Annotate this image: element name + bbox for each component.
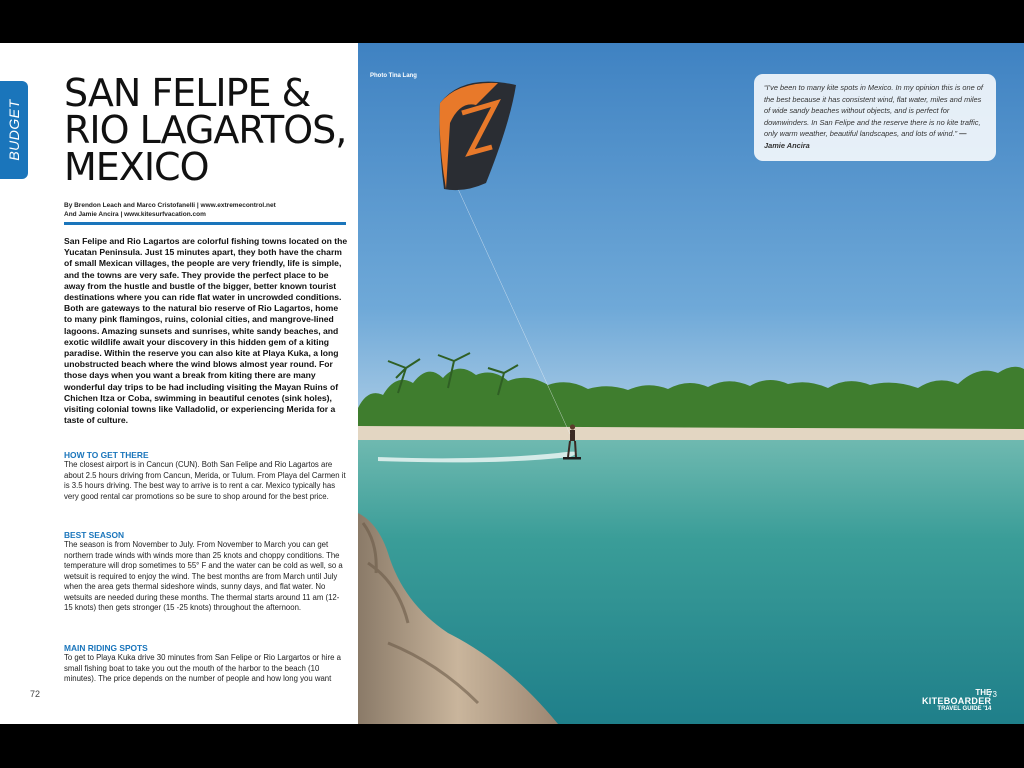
section-body: To get to Playa Kuka drive 30 minutes from San Felipe or Rio Largartos or hire a small fishing boat to take you out the mouth of the harbor to the beach (10 minutes). The price depends on the number of people and how long you want bbox=[64, 653, 341, 683]
section-tab bbox=[0, 81, 28, 179]
quote-author: —Jamie Ancira bbox=[764, 129, 967, 150]
section-heading: HOW TO GET THERE bbox=[64, 450, 149, 460]
title-rule bbox=[64, 222, 346, 225]
page-number-left: 72 bbox=[30, 689, 41, 699]
section-heading: MAIN RIDING SPOTS bbox=[64, 643, 148, 653]
section-how-to-get-there bbox=[64, 450, 348, 502]
right-page bbox=[358, 43, 1024, 724]
section-body: The closest airport is in Cancun (CUN). Both San Felipe and Rio Lagartos are about 2.5 hours driving from Cancun, Merida, or Tulum. From Playa del Carmen it is 3.5 hours driving. The best way to arrive is to rent a car. Mexico typically has very good rental car promotions so be sure to shop around for the best price. bbox=[64, 460, 346, 501]
section-best-season bbox=[64, 530, 348, 614]
section-tab-label: BUDGET bbox=[6, 99, 22, 161]
photo-credit: Photo Tina Lang bbox=[370, 73, 417, 79]
byline-line-1: By Brendon Leach and Marco Cristofanelli | www.extremecontrol.net bbox=[64, 202, 276, 209]
section-main-riding-spots bbox=[64, 643, 348, 685]
byline bbox=[64, 202, 354, 219]
left-page bbox=[0, 43, 358, 724]
page-number-right: 73 bbox=[988, 690, 997, 699]
article-title: SAN FELIPE & RIO LAGARTOS, MEXICO bbox=[64, 71, 347, 189]
kiteboarder-logo bbox=[922, 689, 991, 713]
section-heading: BEST SEASON bbox=[64, 530, 125, 540]
pull-quote bbox=[754, 74, 996, 161]
section-body: The season is from November to July. From November to March you can get northern trade winds with winds more than 25 knots and choppy conditions. The temperature will drop sometimes to 55° F and the water can be cold as well, so a wetsuit is required to enjoy the wind. The best months are from March until July when the area gets thermal sideshore winds, sunny days, and flat water. No wetsuits are needed during these months. The thermal starts around 11 am (12-15 knots) then gets stronger (15 -25 knots) throughout the afternoon. bbox=[64, 540, 343, 612]
logo-travel-guide: TRAVEL GUIDE '14 bbox=[937, 706, 992, 712]
quote-text: “I’ve been to many kite spots in Mexico. In my opinion this is one of the best because it has consistent wind, flat water, miles and miles of wide sandy beaches without objects, and is perfect for downwinders. In San Felipe and the reserve there is no kite traffic, only warm weather, beautiful landscapes, and lots of wind.” bbox=[764, 83, 983, 139]
magazine-spread bbox=[0, 43, 1024, 724]
logo-the: THE bbox=[975, 688, 992, 697]
intro-paragraph: San Felipe and Rio Lagartos are colorful fishing towns located on the Yucatan Peninsula. Just 15 minutes apart, they both have the charm of small Mexican villages, the people are very friendly, life is simple, and the towns are very safe. They provide the perfect place to be away from the hustle and bustle of the bigger, better known tourist destinations where you can ride flat water in uncrowded conditions. Both are gateways to the natural bio reserve of Rio Lagartos, home to many pink flamingos, ruins, colonial cities, and mangrove-lined lagoons. Amazing sunsets and sunrises, white sandy beaches, and exotic wildlife await your discovery in this hidden gem of a kiting paradise. Within the reserve you can also kite at Playa Kuka, a long unobstructed beach where the wind blows almost year round. For those days when you want a break from kiting there are many wonderful day trips to be had including visiting the Mayan Ruins of Chichen Itza or Coba, swimming in beautiful cenotes (sink holes), visiting colonial towns like Valladolid, or experiencing Merida for a taste of culture. bbox=[64, 236, 348, 426]
byline-line-2: And Jamie Ancira | www.kitesurfvacation.com bbox=[64, 210, 206, 218]
logo-kiteboarder: KITEBOARDER bbox=[922, 696, 992, 706]
